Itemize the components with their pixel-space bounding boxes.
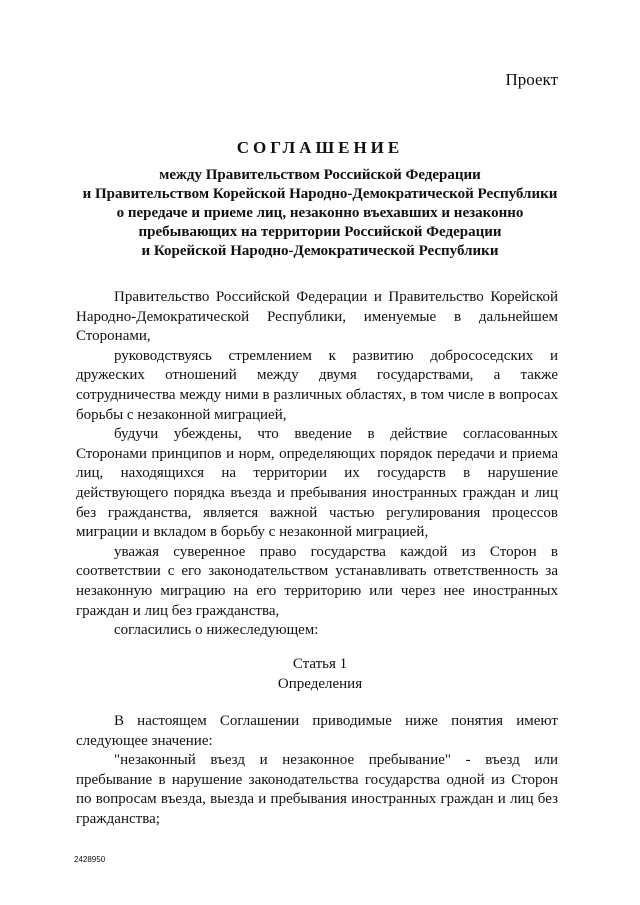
document-title: СОГЛАШЕНИЕ [236,138,404,157]
subtitle-line: и Правительством Корейской Народно-Демократической Республики [82,186,558,202]
document-subtitle [60,166,580,261]
preamble-paragraph: будучи убеждены, что введение в действие согласованных Сторонами принципов и норм, определяющих порядок передачи и приема лиц, находящихся на территории их государств в нарушение действующего порядка въезда и пребывания иностранных граждан и лиц без гражданства, является важной частью регулирования процессов миграции и вкладом в борьбу с незаконной миграцией, [76,426,558,541]
subtitle-line: пребывающих на территории Российской Федерации [138,224,502,240]
subtitle-line: между Правительством Российской Федерации [159,167,481,183]
document-number: 2428950 [74,855,106,864]
preamble-paragraph: руководствуясь стремлением к развитию добрососедских и дружеских отношений между двумя государствами, а также сотрудничества между ними в различных областях, в том числе в вопросах борьбы с незаконной миграцией, [76,347,558,423]
article-header [0,654,640,694]
article-paragraph: "незаконный въезд и незаконное пребывание" - въезд или пребывание в нарушение законодательства государства одной из Сторон по вопросам въезда, выезда и пребывания иностранных граждан и лиц без гражданства; [76,752,558,827]
preamble-paragraph: согласились о нижеследующем: [114,622,319,639]
subtitle-line: о передаче и приеме лиц, незаконно въехавших и незаконно [116,205,524,221]
draft-stamp: Проект [505,70,558,89]
article-body [76,712,558,830]
article-number: Статья 1 [292,656,348,672]
subtitle-line: и Корейской Народно-Демократической Республики [141,243,499,259]
article-paragraph: В настоящем Соглашении приводимые ниже понятия имеют следующее значение: [76,713,558,749]
preamble-paragraph: уважая суверенное право государства каждой из Сторон в соответствии с его законодательством устанавливать ответственность за незаконную миграцию на его территорию или через нее иностранных граждан и лиц без гражданства, [76,543,558,619]
preamble [76,288,558,641]
preamble-paragraph: Правительство Российской Федерации и Правительство Корейской Народно-Демократической Республики, именуемые в дальнейшем Сторонами, [76,289,558,345]
article-heading: Определения [277,676,363,692]
